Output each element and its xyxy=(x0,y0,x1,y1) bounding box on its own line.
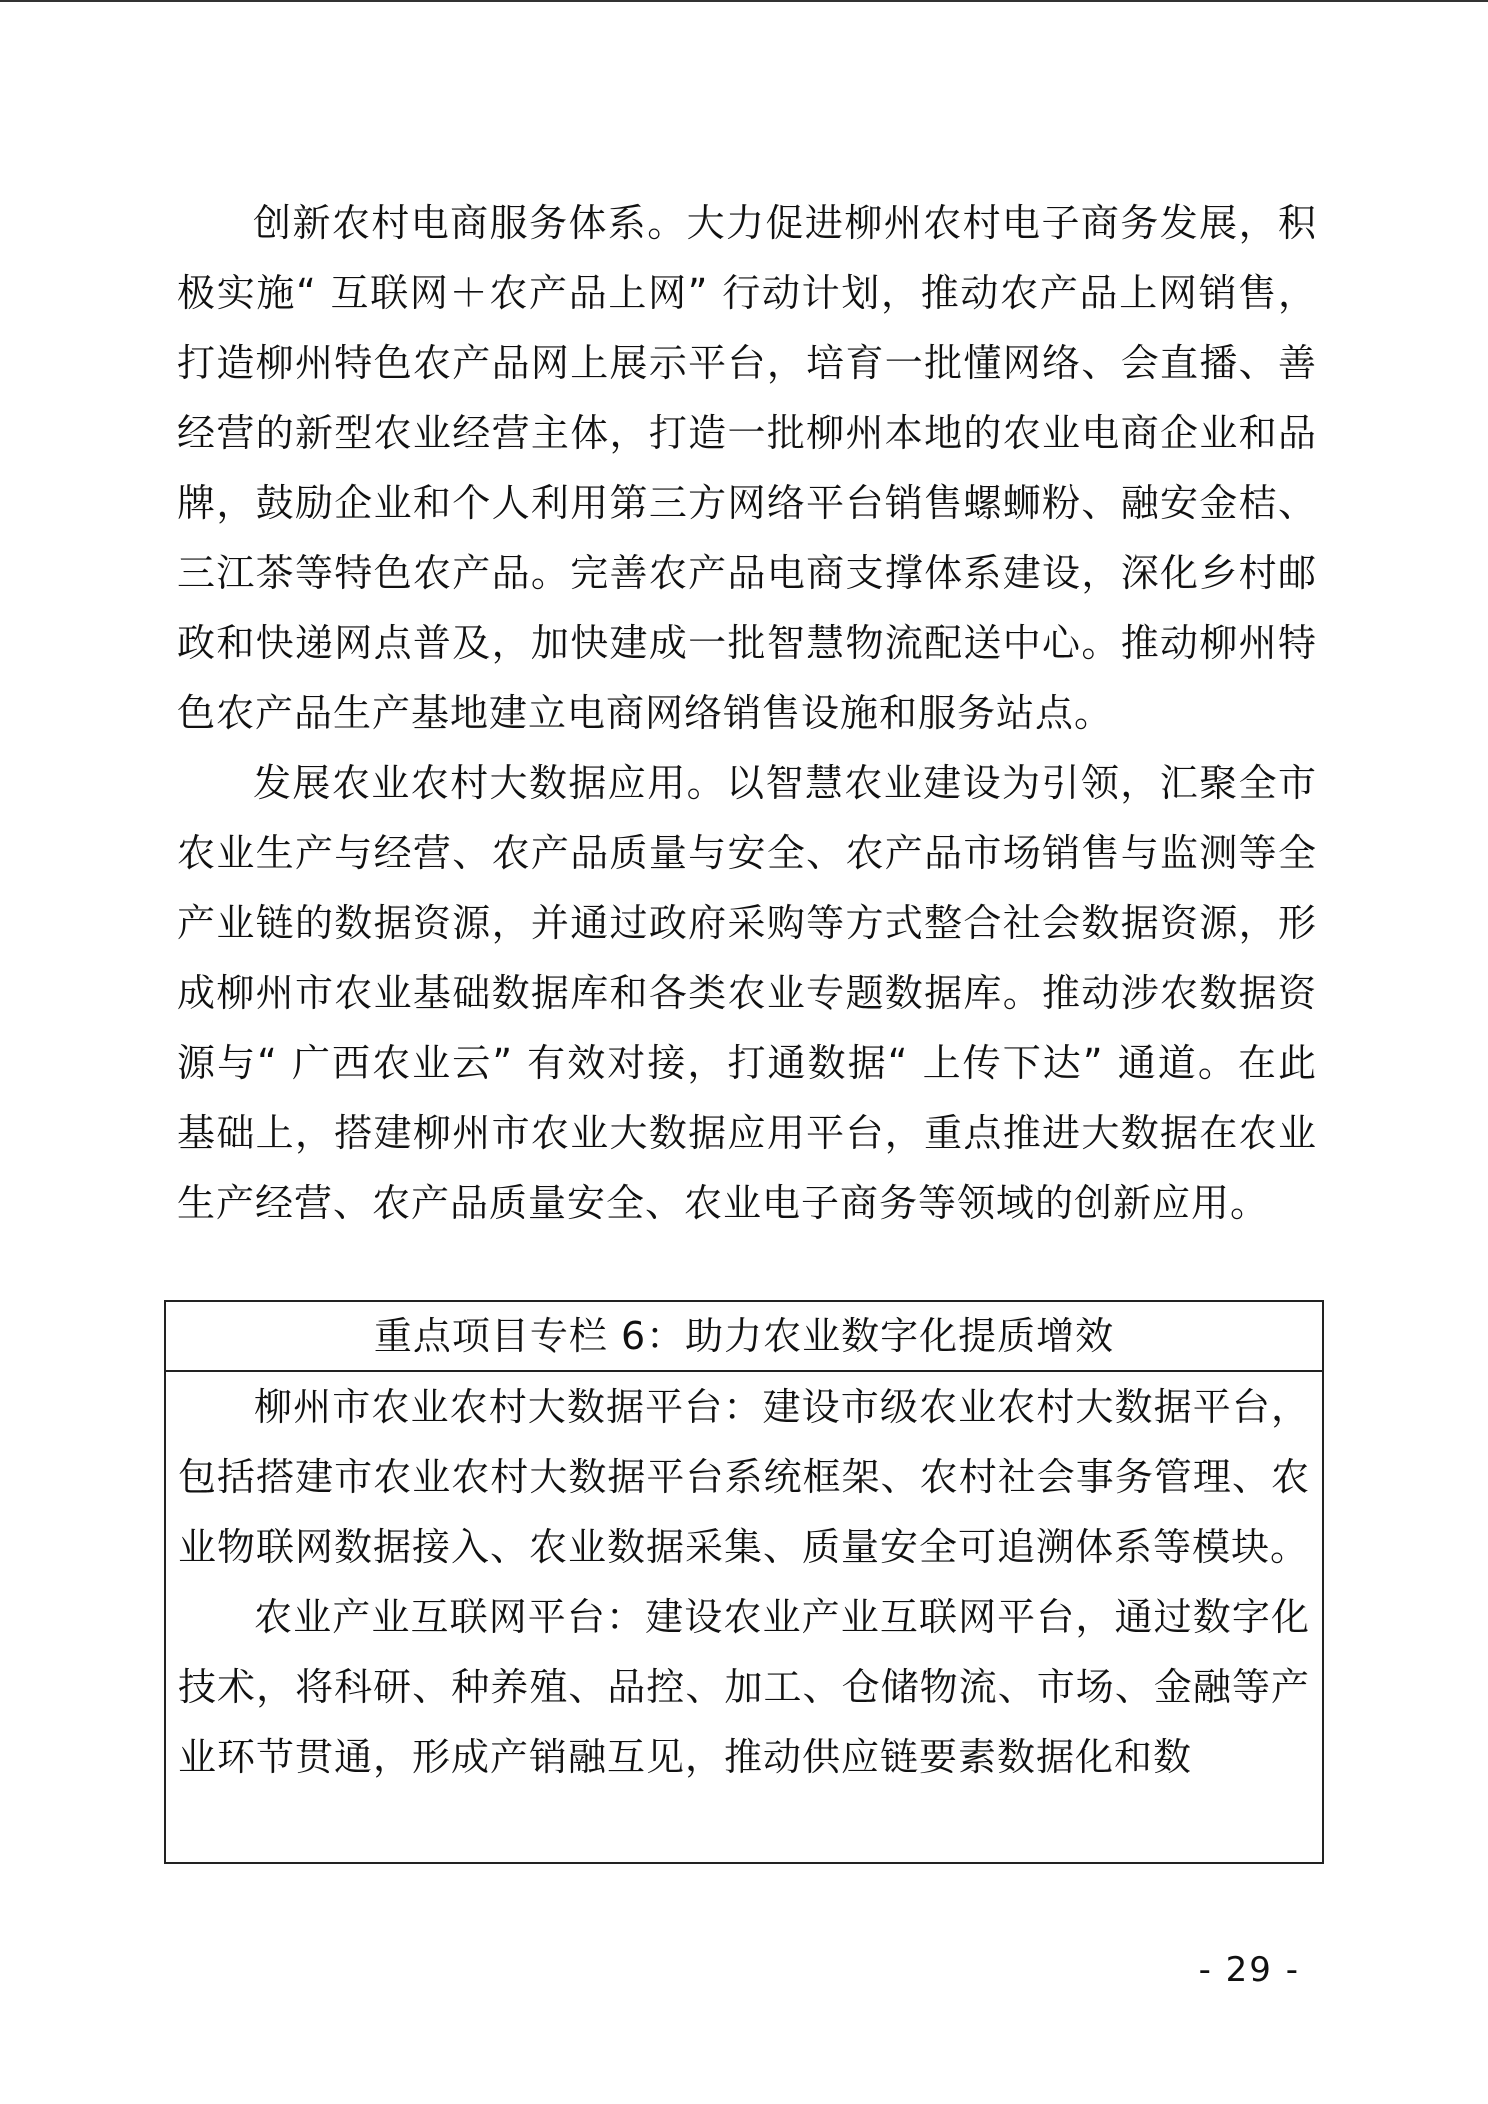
page-number: - 29 - xyxy=(1198,1950,1300,1990)
top-border-line xyxy=(0,0,1488,2)
paragraph-rural-ecommerce: 创新农村电商服务体系。大力促进柳州农村电子商务发展，积极实施“ 互联网＋农产品上网” 行动计划，推动农产品上网销售，打造柳州特色农产品网上展示平台，培育一批懂网络、会直播、善经营的新型农业经营主体，打造一批柳州本地的农业电商企业和品牌，鼓励企业和个人利用第三方网络平台销售螺蛳粉、融安金桔、三江茶等特色农产品。完善农产品电商支撑体系建设，深化乡村邮政和快递网点普及，加快建成一批智慧物流配送中心。推动柳州特色农产品生产基地建立电商网络销售设施和服务站点。 xyxy=(177,201,1317,735)
key-project-column-body xyxy=(166,1372,1322,1792)
key-project-column-box xyxy=(164,1300,1324,1864)
key-project-column-title: 重点项目专栏 6：助力农业数字化提质增效 xyxy=(166,1302,1322,1372)
project-item-big-data-platform: 柳州市农业农村大数据平台：建设市级农业农村大数据平台，包括搭建市农业农村大数据平台系统框架、农村社会事务管理、农业物联网数据接入、农业数据采集、质量安全可追溯体系等模块。 xyxy=(178,1385,1310,1569)
project-item-industry-internet-platform: 农业产业互联网平台：建设农业产业互联网平台，通过数字化技术，将科研、种养殖、品控、加工、仓储物流、市场、金融等产业环节贯通，形成产销融互见，推动供应链要素数据化和数 xyxy=(178,1595,1310,1779)
paragraph-agri-big-data: 发展农业农村大数据应用。以智慧农业建设为引领，汇聚全市农业生产与经营、农产品质量与安全、农产品市场销售与监测等全产业链的数据资源，并通过政府采购等方式整合社会数据资源，形成柳州市农业基础数据库和各类农业专题数据库。推动涉农数据资源与“ 广西农业云” 有效对接，打通数据“ 上传下达” 通道。在此基础上，搭建柳州市农业大数据应用平台，重点推进大数据在农业生产经营、农产品质量安全、农业电子商务等领域的创新应用。 xyxy=(177,761,1317,1225)
body-text xyxy=(177,188,1317,1238)
